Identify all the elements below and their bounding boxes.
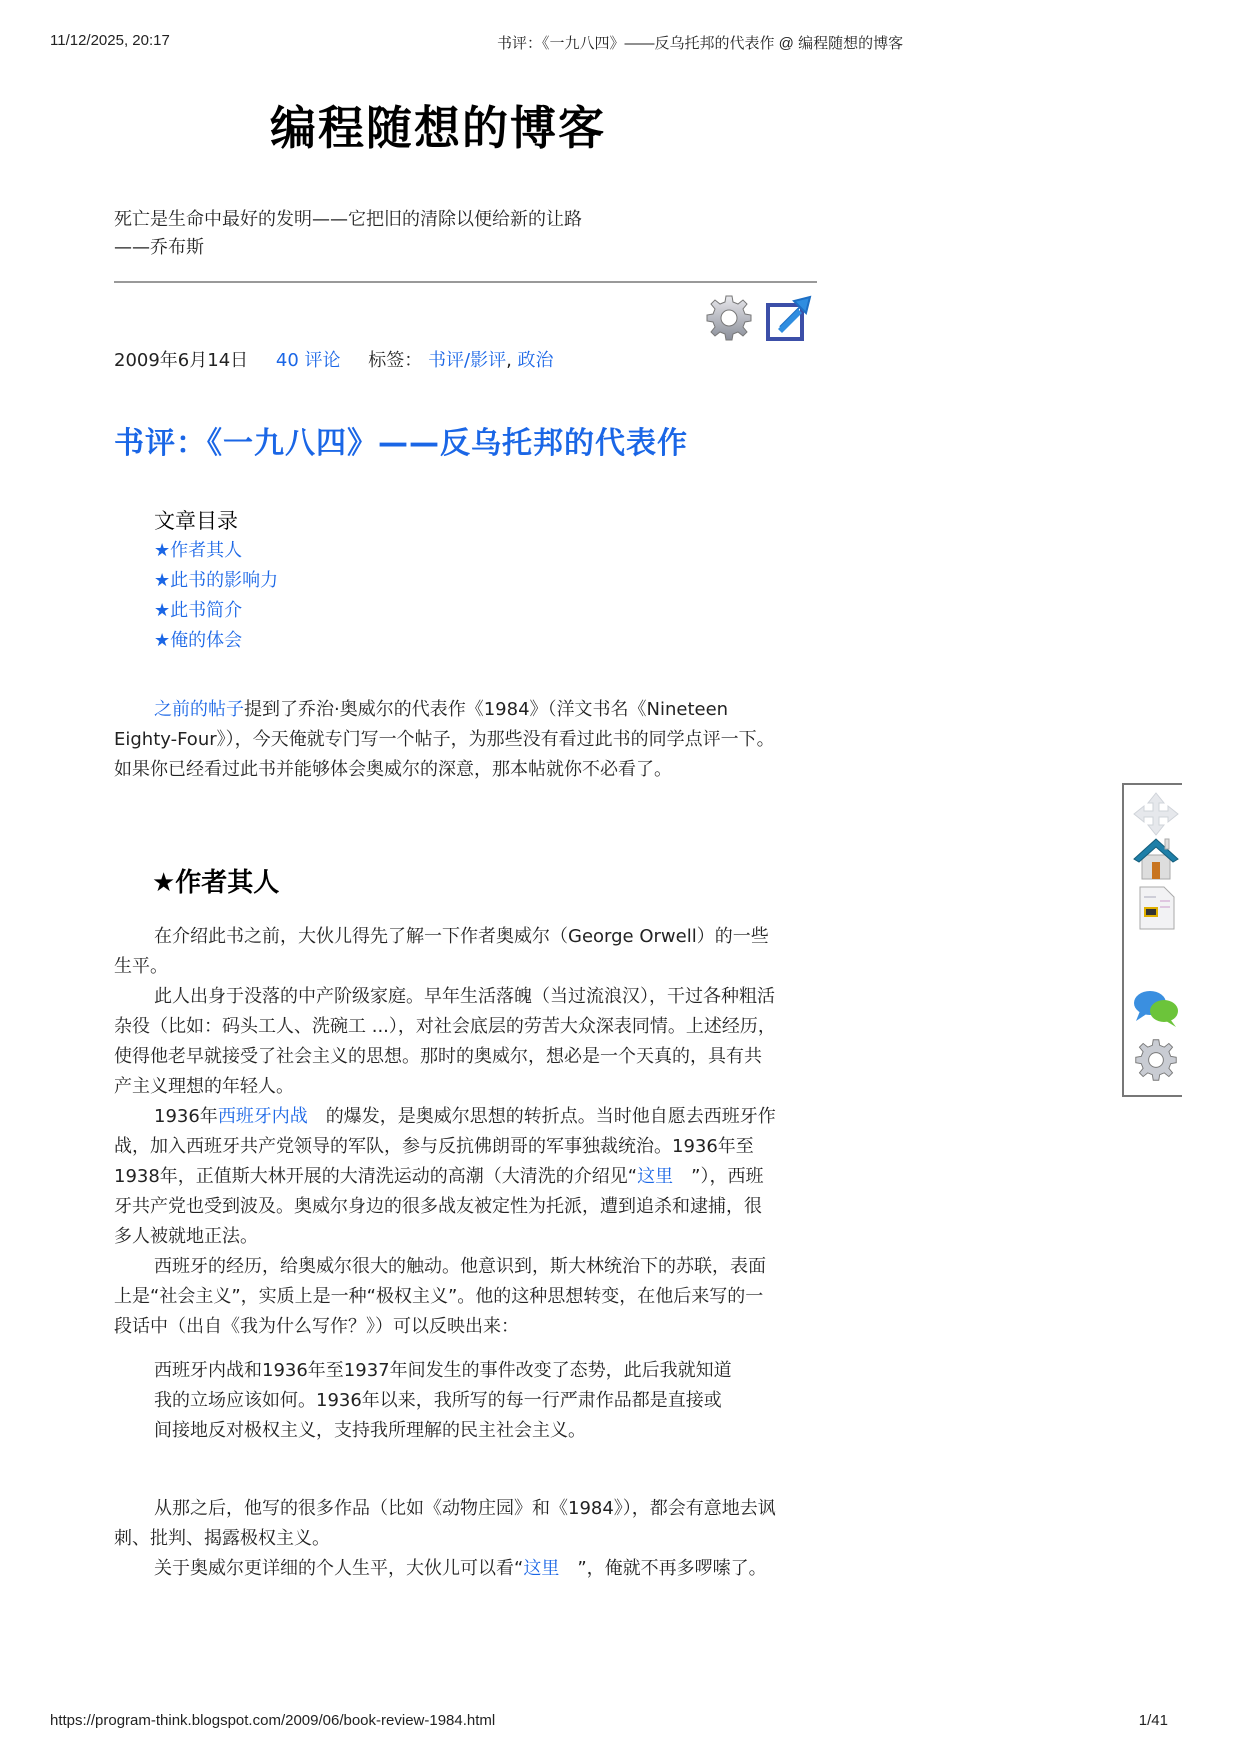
blog-title[interactable]: 编程随想的博客	[270, 101, 606, 155]
toc-item-influence[interactable]: ★此书的影响力	[154, 570, 279, 591]
print-page-number: 1/41	[1138, 1712, 1168, 1729]
move-icon[interactable]	[1132, 791, 1180, 837]
previous-post-link[interactable]: 之前的帖子	[154, 699, 244, 720]
orwell-bio-link[interactable]: 这里	[523, 1558, 560, 1579]
motto-author: ——乔布斯	[114, 237, 204, 258]
great-purge-link[interactable]: 这里	[637, 1166, 674, 1187]
text: 关于奥威尔更详细的个人生平，大伙儿可以看“	[154, 1558, 524, 1579]
text: 的爆发，是奥威尔思想的转折点。当时他自愿去西班牙作战，加入西班牙共产党领导的军队，参与反抗佛朗哥的军事独裁统治。1936年至1938年，正值斯大林开展的大清洗运动的高潮（大清洗的介绍见“	[114, 1106, 776, 1187]
post-meta	[114, 346, 554, 372]
document-icon[interactable]	[1132, 885, 1180, 931]
section-heading-author: ★作者其人	[152, 868, 280, 898]
gear-icon[interactable]	[704, 293, 754, 343]
paragraph: 从那之后，他写的很多作品（比如《动物庄园》和《1984》），都会有意地去讽刺、批判、揭露极权主义。	[114, 1498, 776, 1549]
post-date: 2009年6月14日	[114, 350, 249, 371]
print-page-title: 书评：《一九八四》——反乌托邦的代表作 @ 编程随想的博客	[497, 35, 904, 52]
share-icon[interactable]	[764, 293, 814, 343]
text: 1936年	[154, 1106, 218, 1127]
paragraph	[114, 1102, 779, 1252]
paragraph: 西班牙的经历，给奥威尔很大的触动。他意识到，斯大林统治下的苏联，表面上是“社会主义”，实质上是一种“极权主义”。他的这种思想转变，在他后来写的一段话中（出自《我为什么写作？》）可以反映出来：	[114, 1256, 766, 1337]
post-actions	[704, 293, 814, 343]
home-icon[interactable]	[1132, 835, 1180, 881]
intro-paragraph	[114, 695, 779, 785]
blockquote: 西班牙内战和1936年至1937年间发生的事件改变了态势，此后我就知道我的立场应该如何。1936年以来，我所写的每一行严肃作品都是直接或间接地反对极权主义，支持我所理解的民主社会主义。	[154, 1360, 732, 1441]
paragraph: 在介绍此书之前，大伙儿得先了解一下作者奥威尔（George Orwell）的一些生平。	[114, 926, 769, 977]
print-datetime: 11/12/2025, 20:17	[50, 32, 170, 49]
intro-text: 提到了乔治·奥威尔的代表作《1984》（洋文书名《Nineteen Eighty-Four》），今天俺就专门写一个帖子，为那些没有看过此书的同学点评一下。如果你已经看过此书并能够体会奥威尔的深意，那本帖就你不必看了。	[114, 699, 775, 780]
tag-link[interactable]: 政治	[517, 350, 554, 371]
comments-icon[interactable]	[1132, 985, 1180, 1031]
print-url: https://program-think.blogspot.com/2009/06/book-review-1984.html	[50, 1712, 496, 1729]
table-of-contents	[154, 506, 278, 656]
toc-heading: 文章目录	[154, 509, 238, 533]
motto-quote: 死亡是生命中最好的发明——它把旧的清除以便给新的让路	[114, 209, 582, 230]
tag-link[interactable]: 书评/影评	[428, 350, 507, 371]
toc-item-author[interactable]: ★作者其人	[154, 540, 243, 561]
paragraph: 此人出身于没落的中产阶级家庭。早年生活落魄（当过流浪汉），干过各种粗活杂役（比如：码头工人、洗碗工 ...），对社会底层的劳苦大众深表同情。上述经历，使得他老早就接受了社会主义的思想。那时的奥威尔，想必是一个天真的，具有共产主义理想的年轻人。	[114, 986, 776, 1097]
tags-label: 标签：	[368, 350, 423, 371]
header-divider	[114, 281, 817, 283]
gear-icon[interactable]	[1132, 1037, 1180, 1083]
toc-item-thoughts[interactable]: ★俺的体会	[154, 630, 243, 651]
author-section-body	[114, 922, 779, 1342]
comments-link[interactable]: 40 评论	[275, 350, 341, 371]
author-section-body-continued	[114, 1494, 779, 1584]
tag-separator: ,	[506, 350, 518, 371]
side-toolbar	[1122, 783, 1182, 1097]
toc-item-summary[interactable]: ★此书简介	[154, 600, 243, 621]
post-title[interactable]: 书评：《一九八四》——反乌托邦的代表作	[114, 426, 688, 461]
blog-motto	[114, 206, 582, 262]
spanish-civil-war-link[interactable]: 西班牙内战	[217, 1106, 308, 1127]
text: ”，俺就不再多啰嗦了。	[559, 1558, 767, 1579]
text: ”），西班牙共产党也受到波及。奥威尔身边的很多战友被定性为托派，遭到追杀和逮捕，很多人被就地正法。	[114, 1166, 764, 1247]
paragraph	[114, 1554, 779, 1584]
